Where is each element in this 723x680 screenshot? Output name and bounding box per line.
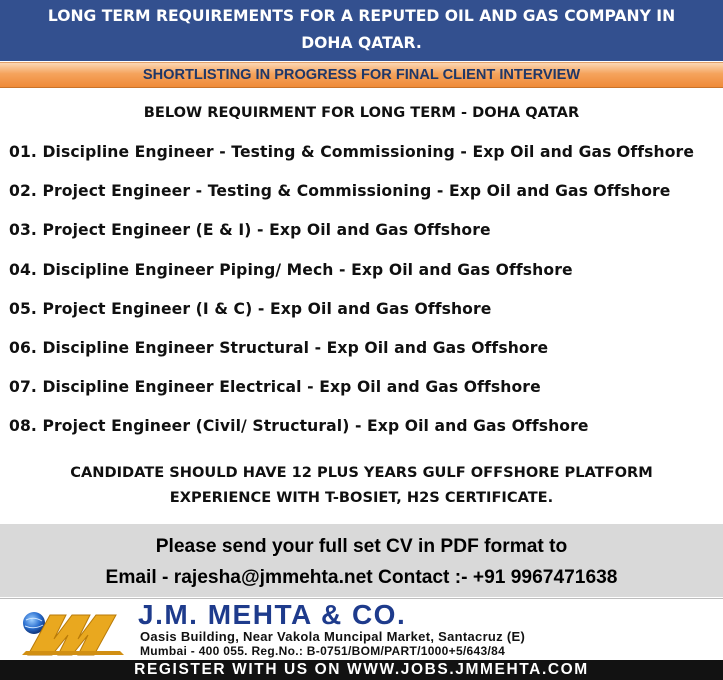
candidate-note bbox=[0, 460, 723, 510]
header-banner bbox=[0, 0, 723, 61]
register-website-bar[interactable]: REGISTER WITH US ON WWW.JOBS.JMMEHTA.COM bbox=[0, 660, 723, 680]
header-line-1: LONG TERM REQUIREMENTS FOR A REPUTED OIL AND GAS COMPANY IN bbox=[47, 7, 676, 25]
company-name: J.M. MEHTA & CO. bbox=[138, 599, 407, 630]
subheading: BELOW REQUIRMENT FOR LONG TERM - DOHA QATAR bbox=[143, 104, 580, 121]
company-address-2: Mumbai - 400 055. Reg.No.: B-0751/BOM/PART/1000+5/643/84 bbox=[140, 644, 506, 658]
requirement-item: 07. Discipline Engineer Electrical - Exp Oil and Gas Offshore bbox=[9, 378, 541, 397]
contact-line-1: Please send your full set CV in PDF format to bbox=[155, 536, 568, 557]
contact-line-2: Email - rajesha@jmmehta.net Contact :- +91 9967471638 bbox=[105, 567, 618, 588]
requirement-item: 06. Discipline Engineer Structural - Exp Oil and Gas Offshore bbox=[9, 338, 549, 357]
jm-logo-icon bbox=[20, 605, 132, 657]
shortlisting-banner: SHORTLISTING IN PROGRESS FOR FINAL CLIENT INTERVIEW bbox=[0, 62, 723, 88]
company-footer bbox=[0, 598, 723, 679]
requirement-item: 04. Discipline Engineer Piping/ Mech - Exp Oil and Gas Offshore bbox=[9, 260, 573, 279]
contact-box bbox=[0, 524, 723, 597]
header-line-2: DOHA QATAR. bbox=[301, 34, 422, 52]
note-line-2: EXPERIENCE WITH T-BOSIET, H2S CERTIFICATE. bbox=[169, 489, 554, 506]
requirement-item: 01. Discipline Engineer - Testing & Commissioning - Exp Oil and Gas Offshore bbox=[9, 143, 695, 161]
note-line-1: CANDIDATE SHOULD HAVE 12 PLUS YEARS GULF OFFSHORE PLATFORM bbox=[70, 464, 653, 481]
requirement-item: 08. Project Engineer (Civil/ Structural) - Exp Oil and Gas Offshore bbox=[9, 417, 589, 436]
company-address-1: Oasis Building, Near Vakola Muncipal Market, Santacruz (E) bbox=[140, 629, 526, 644]
requirement-item: 02. Project Engineer - Testing & Commissioning - Exp Oil and Gas Offshore bbox=[9, 182, 671, 201]
requirement-item: 03. Project Engineer (E & I) - Exp Oil and Gas Offshore bbox=[9, 221, 491, 240]
requirement-item: 05. Project Engineer (I & C) - Exp Oil and Gas Offshore bbox=[9, 299, 492, 318]
requirements-list bbox=[9, 143, 694, 457]
